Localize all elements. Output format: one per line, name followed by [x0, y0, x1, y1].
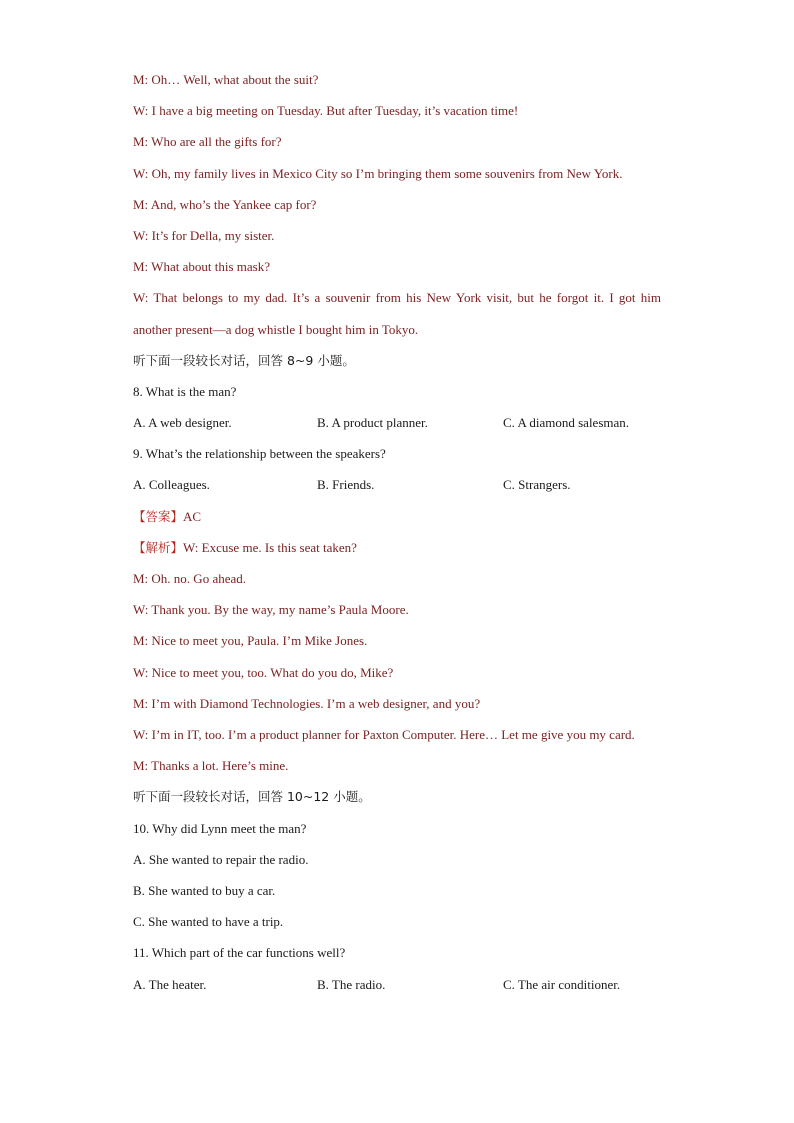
dialog-line: M: What about this mask?: [133, 259, 270, 275]
option-a: A. The heater.: [133, 976, 207, 992]
options-9: [133, 469, 661, 500]
options-8: [133, 407, 661, 438]
question-8: 8. What is the man?: [133, 383, 237, 399]
option-a: A. Colleagues.: [133, 477, 210, 493]
option-b: B. A product planner.: [317, 415, 428, 431]
option-a: A. She wanted to repair the radio.: [133, 851, 309, 867]
question-10: 10. Why did Lynn meet the man?: [133, 820, 307, 836]
dialog-line: M: I’m with Diamond Technologies. I’m a web designer, and you?: [133, 695, 481, 711]
section-instruction: 听下面一段较长对话，回答 8~9 小题。: [133, 352, 355, 368]
dialog-line: M: And, who’s the Yankee cap for?: [133, 196, 317, 212]
dialog-line: M: Thanks a lot. Here’s mine.: [133, 758, 289, 774]
dialog-line: M: Who are all the gifts for?: [133, 134, 282, 150]
dialog-line: W: I’m in IT, too. I’m a product planner for Paxton Computer. Here… Let me give you my card.: [133, 726, 635, 742]
dialog-line: W: That belongs to my dad. It’s a souvenir from his New York visit, but he forgot it. I got him another present—a dog whistle I bought him in Tokyo.: [133, 290, 661, 337]
option-c: C. She wanted to have a trip.: [133, 914, 284, 930]
dialog-line: M: Oh. no. Go ahead.: [133, 571, 247, 587]
dialog-line: W: Oh, my family lives in Mexico City so I’m bringing them some souvenirs from New York.: [133, 165, 623, 181]
option-b: B. The radio.: [317, 976, 386, 992]
question-11: 11. Which part of the car functions well?: [133, 945, 346, 961]
question-9: 9. What’s the relationship between the speakers?: [133, 446, 386, 462]
dialog-line: W: Thank you. By the way, my name’s Paula Moore.: [133, 602, 409, 618]
answer-value: AC: [183, 508, 202, 524]
section-instruction: 听下面一段较长对话，回答 10~12 小题。: [133, 789, 371, 805]
dialog-line: M: Nice to meet you, Paula. I’m Mike Jones.: [133, 633, 368, 649]
answer-tag: 【答案】: [133, 508, 184, 524]
dialog-line: W: Excuse me. Is this seat taken?: [183, 539, 357, 555]
option-c: C. The air conditioner.: [503, 976, 621, 992]
dialog-line: W: I have a big meeting on Tuesday. But after Tuesday, it’s vacation time!: [133, 103, 519, 119]
option-a: A. A web designer.: [133, 415, 232, 431]
option-c: C. Strangers.: [503, 477, 571, 493]
option-b: B. She wanted to buy a car.: [133, 882, 276, 898]
option-c: C. A diamond salesman.: [503, 415, 630, 431]
answer-line: [133, 501, 661, 532]
options-11: [133, 969, 661, 1000]
dialog-line: W: Nice to meet you, too. What do you do, Mike?: [133, 664, 394, 680]
option-b: B. Friends.: [317, 477, 375, 493]
analysis-tag: 【解析】: [133, 539, 184, 555]
document-page: [133, 64, 661, 1000]
dialog-line: M: Oh… Well, what about the suit?: [133, 72, 319, 87]
analysis-line: [133, 532, 661, 563]
dialog-line: W: It’s for Della, my sister.: [133, 227, 275, 243]
